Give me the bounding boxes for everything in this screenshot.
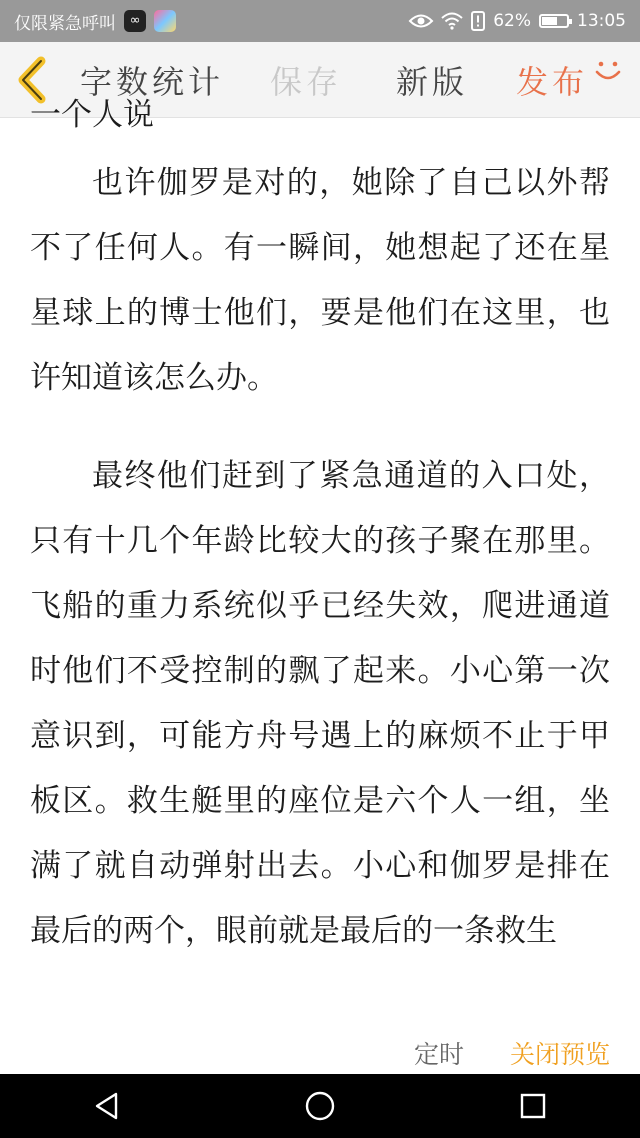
save-button[interactable]: 保存 — [270, 62, 343, 101]
eye-icon — [409, 13, 433, 29]
smile-icon — [594, 60, 622, 82]
cut-off-line: 一个人说 — [30, 97, 154, 133]
battery-percent: 62% — [493, 11, 531, 31]
carrier-text: 仅限紧急呼叫 — [14, 13, 116, 34]
app-colorful-icon — [154, 10, 176, 32]
square-recents-icon — [519, 1092, 547, 1120]
nav-recents-button[interactable] — [503, 1081, 563, 1131]
battery-fill — [542, 17, 557, 25]
preview-actions — [0, 1031, 640, 1074]
schedule-button[interactable]: 定时 — [414, 1040, 465, 1069]
nav-home-button[interactable] — [290, 1081, 350, 1131]
status-bar — [0, 0, 640, 42]
wifi-icon — [441, 12, 463, 30]
nav-back-button[interactable] — [77, 1081, 137, 1131]
new-version-button[interactable]: 新版 — [396, 62, 469, 101]
triangle-back-icon — [94, 1091, 120, 1121]
battery-icon — [539, 14, 569, 28]
close-preview-button[interactable]: 关闭预览 — [510, 1040, 611, 1069]
clock: 13:05 — [577, 11, 626, 31]
article-paragraph: 也许伽罗是对的，她除了自己以外帮不了任何人。有一瞬间，她想起了还在星星球上的博士他们，要是他们在这里，也许知道该怎么办。 — [30, 165, 610, 396]
navigation-bar — [0, 1074, 640, 1138]
publish-button[interactable]: 发布 — [516, 62, 589, 101]
circle-home-icon — [304, 1090, 336, 1122]
app-dark-icon: ∞ — [124, 10, 146, 32]
alert-icon — [471, 11, 485, 31]
article-preview — [0, 97, 640, 1031]
word-count-button[interactable]: 字数统计 — [80, 62, 225, 101]
article-paragraph: 最终他们赶到了紧急通道的入口处，只有十几个年龄比较大的孩子聚在那里。飞船的重力系统似乎已经失效，爬进通道时他们不受控制的飘了起来。小心第一次意识到，可能方舟号遇上的麻烦不止于甲板区。救生艇里的座位是六个人一组，坐满了就自动弹射出去。小心和伽罗是排在最后的两个，眼前就是最后的一条救生 — [30, 458, 610, 949]
